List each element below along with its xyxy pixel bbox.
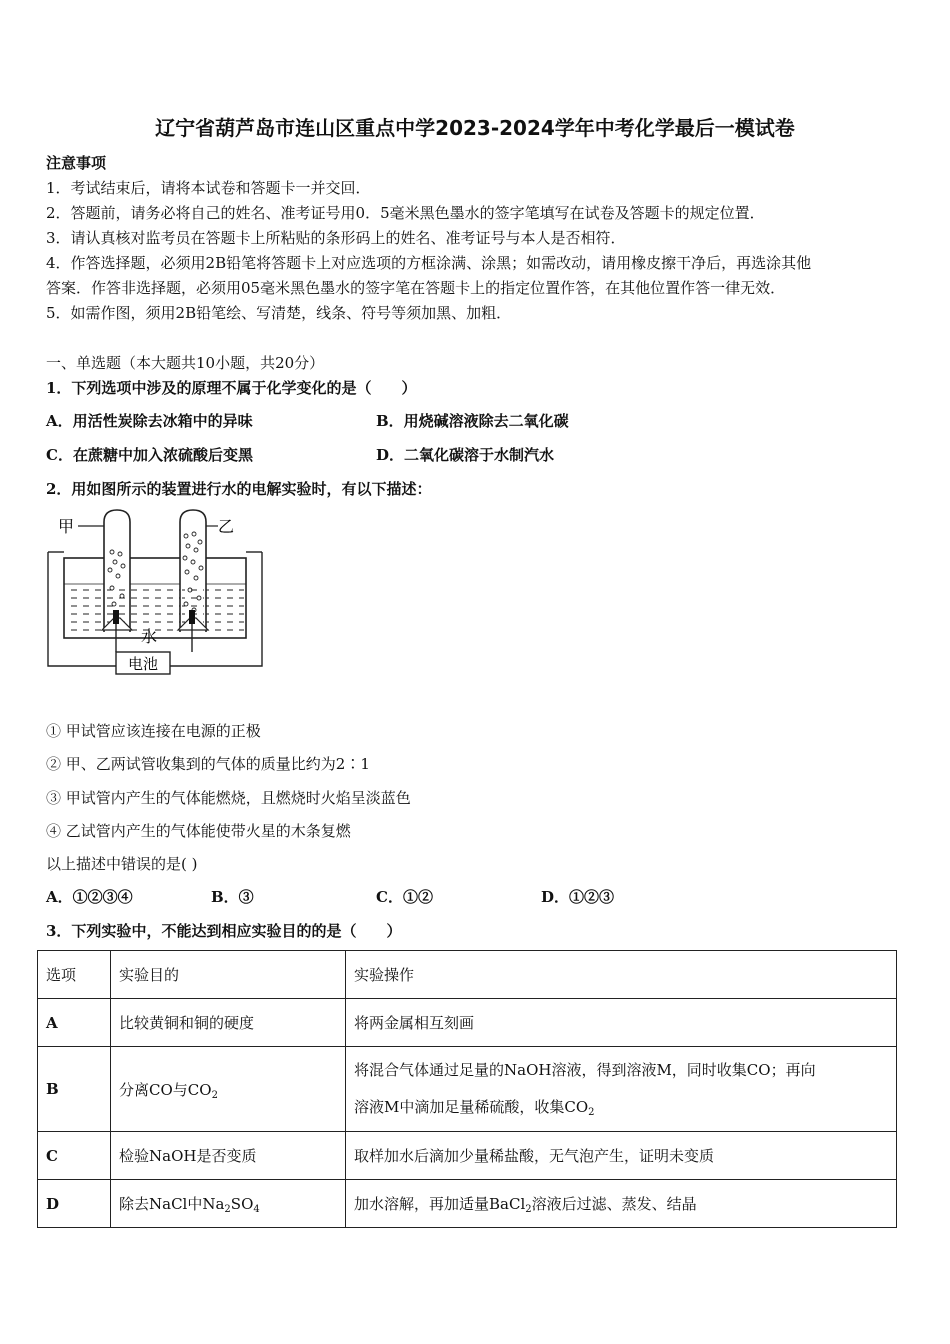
q2-option-c: C．①② [376, 888, 433, 906]
subscript: 2 [224, 1204, 231, 1215]
notice-item: 5．如需作图，须用2B铅笔绘、写清楚，线条、符号等须加黑、加粗． [46, 304, 512, 322]
table-row [38, 1180, 897, 1228]
table-cell: 取样加水后滴加少量稀盐酸，无气泡产生，证明未变质 [346, 1132, 897, 1180]
q3-stem: 3．下列实验中，不能达到相应实验目的的是（ ） [46, 922, 402, 940]
q1-option-b: B．用烧碱溶液除去二氧化碳 [376, 412, 569, 430]
q2-statement: ③ 甲试管内产生的气体能燃烧，且燃烧时火焰呈淡蓝色 [46, 789, 411, 807]
subscript: 2 [525, 1204, 532, 1215]
electrolysis-figure [46, 506, 268, 676]
q2-option-a: A．①②③④ [46, 888, 133, 906]
table-row [38, 1132, 897, 1180]
notice-item: 答案．作答非选择题，必须用05毫米黑色墨水的签字笔在答题卡上的指定位置作答，在其他位置作答一律无效． [46, 279, 786, 297]
table-header: 选项 [38, 951, 111, 999]
table-cell [346, 1047, 897, 1132]
table-row [38, 1047, 897, 1132]
q1-option-c: C．在蔗糖中加入浓硫酸后变黑 [46, 446, 253, 464]
label-battery: 电池 [127, 655, 159, 673]
cell-text: 除去NaCl中Na [119, 1195, 225, 1213]
page-title: 辽宁省葫芦岛市连山区重点中学2023-2024学年中考化学最后一模试卷 [155, 116, 795, 140]
table-cell: D [38, 1180, 111, 1228]
q2-statement: ② 甲、乙两试管收集到的气体的质量比约为2∶1 [46, 755, 370, 773]
q2-statement: ① 甲试管应该连接在电源的正极 [46, 722, 261, 740]
subscript: 4 [253, 1204, 260, 1215]
notice-item: 2．答题前，请务必将自己的姓名、准考证号用0．5毫米黑色墨水的签字笔填写在试卷及答题卡的规定位置． [46, 204, 765, 222]
notice-item: 4．作答选择题，必须用2B铅笔将答题卡上对应选项的方框涂满、涂黑；如需改动，请用橡皮擦干净后，再选涂其他 [46, 254, 812, 272]
cell-text: SO [230, 1195, 254, 1213]
q1-option-d: D．二氧化碳溶于水制汽水 [376, 446, 555, 464]
table-cell [111, 1180, 346, 1228]
table-cell [111, 1047, 346, 1132]
experiment-table [37, 950, 897, 1228]
q2-ask: 以上描述中错误的是( ) [46, 855, 198, 873]
label-left: 甲 [58, 517, 75, 536]
label-right: 乙 [218, 517, 235, 536]
table-cell: 将两金属相互刻画 [346, 999, 897, 1047]
cell-text: 溶液后过滤、蒸发、结晶 [531, 1195, 697, 1213]
notice-item: 3．请认真核对监考员在答题卡上所粘贴的条形码上的姓名、准考证号与本人是否相符． [46, 229, 626, 247]
table-cell: B [38, 1047, 111, 1132]
notice-item: 1．考试结束后，请将本试卷和答题卡一并交回． [46, 179, 371, 197]
subscript: 2 [588, 1107, 595, 1118]
table-row [38, 999, 897, 1047]
table-cell [346, 1180, 897, 1228]
q2-option-b: B．③ [211, 888, 254, 906]
q2-option-d: D．①②③ [541, 888, 615, 906]
cell-text: 加水溶解，再加适量BaCl [354, 1195, 526, 1213]
label-water: 水 [140, 627, 158, 646]
table-cell: 检验NaOH是否变质 [111, 1132, 346, 1180]
notice-heading: 注意事项 [46, 154, 107, 172]
table-cell: A [38, 999, 111, 1047]
cell-text: 分离CO与CO [119, 1080, 212, 1099]
table-header: 实验目的 [111, 951, 346, 999]
subscript: 2 [211, 1089, 218, 1101]
section-heading: 一、单选题（本大题共10小题，共20分） [46, 354, 325, 372]
table-cell: C [38, 1132, 111, 1180]
table-header-row [38, 951, 897, 999]
cell-text: 溶液M中滴加足量稀硫酸，收集CO [354, 1098, 589, 1116]
q2-stem: 2．用如图所示的装置进行水的电解实验时，有以下描述： [46, 480, 432, 498]
table-header: 实验操作 [346, 951, 897, 999]
table-cell: 比较黄铜和铜的硬度 [111, 999, 346, 1047]
q1-stem: 1．下列选项中涉及的原理不属于化学变化的是（ ） [46, 379, 417, 397]
q2-statement: ④ 乙试管内产生的气体能使带火星的木条复燃 [46, 822, 351, 840]
q1-option-a: A．用活性炭除去冰箱中的异味 [46, 412, 253, 430]
cell-text: 将混合气体通过足量的NaOH溶液，得到溶液M，同时收集CO；再向 [354, 1061, 816, 1079]
